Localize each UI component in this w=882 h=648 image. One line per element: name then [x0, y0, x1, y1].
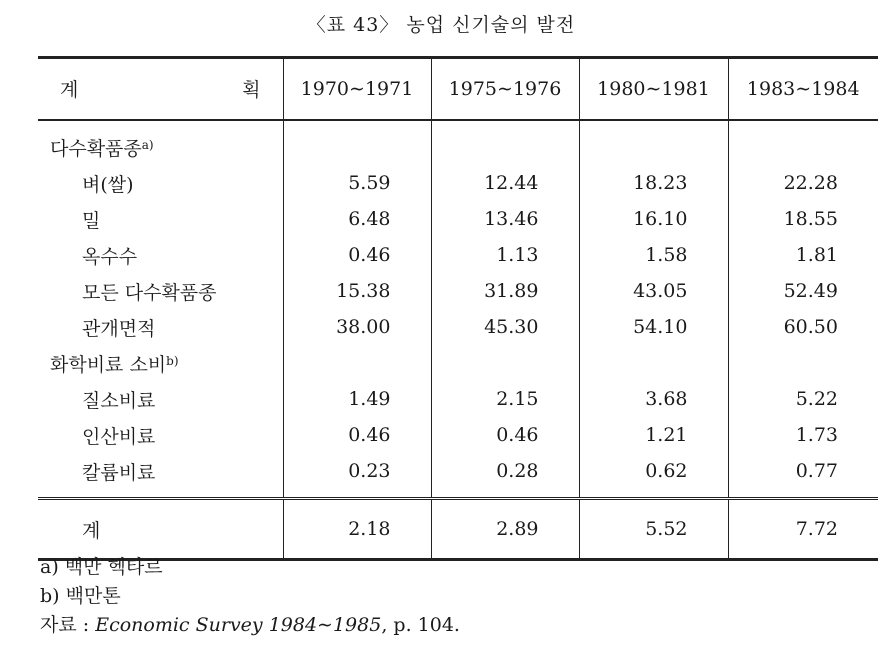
stub-header-left: 계: [60, 79, 79, 101]
footnote-mark: a): [141, 137, 154, 152]
table-cell: 1.58: [579, 237, 728, 273]
source-suffix: , p. 104.: [381, 614, 460, 636]
table-row: [38, 273, 878, 309]
table-cell: 31.89: [431, 273, 579, 309]
stub-header: [38, 58, 283, 121]
total-cell: 7.72: [728, 499, 878, 560]
total-cell: 5.52: [579, 499, 728, 560]
row-label: 칼륨비료: [82, 461, 156, 484]
table-cell: 1.73: [728, 417, 878, 453]
table-notes: [40, 553, 460, 640]
row-label: 질소비료: [82, 389, 156, 412]
table-cell: 1.21: [579, 417, 728, 453]
table-cell: 45.30: [431, 309, 579, 345]
table-cell: 54.10: [579, 309, 728, 345]
table-cell: 3.68: [579, 381, 728, 417]
table-row: [38, 201, 878, 237]
table-row: [38, 453, 878, 499]
table-cell: 18.23: [579, 165, 728, 201]
table-cell: 52.49: [728, 273, 878, 309]
footnote-a: a) 백만 헥타르: [40, 556, 163, 578]
source-title: Economic Survey 1984∼1985: [95, 614, 382, 636]
group-label: 화학비료 소비$^{b)}$: [50, 353, 179, 376]
table-cell: 5.22: [728, 381, 878, 417]
table-cell: 0.46: [283, 237, 431, 273]
table-cell: 0.23: [283, 453, 431, 499]
group-row-high-yield: [38, 120, 878, 165]
table-row: [38, 381, 878, 417]
table-cell: 38.00: [283, 309, 431, 345]
year-header: 1983∼1984: [728, 58, 878, 121]
table-cell: 16.10: [579, 201, 728, 237]
row-label: 관개면적: [82, 317, 156, 340]
table-cell: 5.59: [283, 165, 431, 201]
total-cell: 2.18: [283, 499, 431, 560]
row-label: 옥수수: [82, 245, 138, 268]
table-cell: 0.62: [579, 453, 728, 499]
source-note: [40, 611, 460, 640]
table-row: [38, 237, 878, 273]
table-cell: 0.46: [283, 417, 431, 453]
total-cell: 2.89: [431, 499, 579, 560]
table-cell: 22.28: [728, 165, 878, 201]
row-label: 밀: [82, 209, 101, 232]
table-row: [38, 309, 878, 345]
table-cell: 6.48: [283, 201, 431, 237]
year-header: 1970∼1971: [283, 58, 431, 121]
table-cell: 15.38: [283, 273, 431, 309]
table-cell: 2.15: [431, 381, 579, 417]
group-row-fertilizer: [38, 345, 878, 381]
table-cell: 18.55: [728, 201, 878, 237]
table-cell: 1.49: [283, 381, 431, 417]
row-label: 모든 다수확품종: [82, 281, 217, 304]
footnote-mark: b): [166, 353, 179, 368]
header-row: [38, 58, 878, 121]
row-label: 벼(쌀): [82, 173, 134, 196]
total-row: [38, 499, 878, 560]
table-cell: 12.44: [431, 165, 579, 201]
data-table: [38, 56, 878, 561]
table-row: [38, 165, 878, 201]
row-label: 인산비료: [82, 425, 156, 448]
table-cell: 43.05: [579, 273, 728, 309]
table-cell: 0.28: [431, 453, 579, 499]
source-prefix: 자료 :: [40, 614, 96, 636]
footnote-b: b) 백만톤: [40, 585, 121, 607]
group-label: 다수확품종$^{a)}$: [50, 137, 154, 160]
table-cell: 0.77: [728, 453, 878, 499]
stub-header-right: 획: [242, 79, 261, 101]
table-row: [38, 417, 878, 453]
table-cell: 1.13: [431, 237, 579, 273]
table-cell: 1.81: [728, 237, 878, 273]
total-label: 계: [38, 499, 283, 560]
year-header: 1975∼1976: [431, 58, 579, 121]
table-caption: 〈표 43〉 농업 신기술의 발전: [306, 14, 576, 36]
table-cell: 13.46: [431, 201, 579, 237]
year-header: 1980∼1981: [579, 58, 728, 121]
table-cell: 0.46: [431, 417, 579, 453]
table-cell: 60.50: [728, 309, 878, 345]
